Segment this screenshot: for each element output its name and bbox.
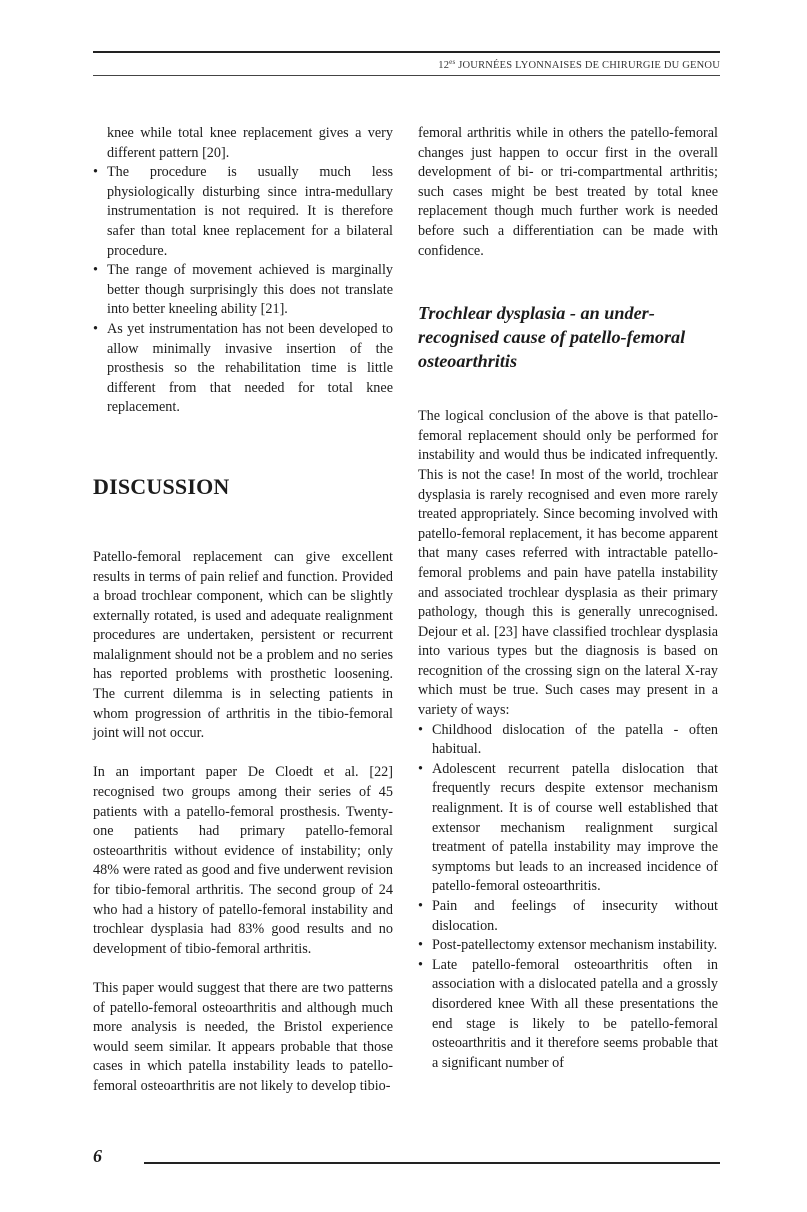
right-paragraph: The logical conclusion of the above is that patello-femoral replacement should only be performed for instability and would thus be indicated infrequently. This is not the case! In most of the world, trochlear dysplasia is rarely recognised and even more rarely treated appropriately. Since becoming involved with patello-femoral replacement, it has become apparent that many cases referred with intractable patello-femoral problems and pain have patella instability and associated trochlear dysplasia as their primary pathology, though this is generally unrecognised. Dejour et al. [23] have classified trochlear dysplasia into various types but the diagnosis is based on recognition of the crossing sign on the lateral X-ray which must be true. Such cases may present in a variety of ways: — [418, 408, 718, 719]
right-continued-text: femoral arthritis while in others the patello-femoral changes just happen to occur first in the overall development of bi- or tri-compartmental arthritis; such cases might be best treated by total knee replacement though much further work is needed before such a differentiation can be made with confidence. — [418, 125, 718, 259]
right-column — [418, 124, 718, 1073]
page-number: 6 — [93, 1146, 102, 1166]
right-bullet-list — [418, 721, 718, 1074]
left-bullet-item: • As yet instrumentation has not been developed to allow minimally invasive insertion of the prosthesis so the rehabilitation time is little different from that needed for total knee replacement. — [93, 320, 393, 418]
header-ordinal-suffix: es — [449, 58, 456, 66]
left-paragraph: Patello-femoral replacement can give excellent results in terms of pain relief and function. Provided a broad trochlear component, which can be slightly externally rotated, is used and adequate realignment procedures are undertaken, persistent or recurrent malalignment should not be a problem and no series has reported problems with prosthetic loosening. The current dilemma is in selecting patients in whom progression of arthritis in the tibio-femoral joint will not occur. — [93, 548, 393, 742]
running-header — [438, 58, 720, 71]
left-bullet-item: • The procedure is usually much less physiologically disturbing since intra-medullary instrumentation is not required. It is therefore safer than total knee replacement for a bilateral procedure. — [93, 163, 393, 261]
top-rule — [93, 51, 720, 53]
section-heading-discussion: DISCUSSION — [93, 473, 230, 499]
footer-rule — [144, 1162, 720, 1164]
header-journal-title: JOURNÉES LYONNAISES DE CHIRURGIE DU GENOU — [458, 60, 720, 71]
left-bullet-list — [93, 163, 393, 418]
right-bullet-item: • Post-patellectomy extensor mechanism instability. — [418, 936, 718, 956]
left-paragraph: This paper would suggest that there are two patterns of patello-femoral osteoarthritis and although much more analysis is needed, the Bristol experience would seem similar. It appears probable that those cases in which patella instability leads to patello-femoral osteoarthritis are not likely to develop tibio- — [93, 979, 393, 1094]
left-column — [93, 124, 393, 1097]
right-bullet-item: • Adolescent recurrent patella dislocation that frequently recurs despite extensor mechanism realignment. It is of course well established that extensor mechanism realignment surgical treatment of patella instability may improve the symptoms but leads to an increased incidence of patello-femoral osteoarthritis. — [418, 760, 718, 897]
subsection-heading-trochlear-dysplasia: Trochlear dysplasia - an under-recognised cause of patello-femoral osteoarthritis — [418, 303, 686, 372]
header-rule — [93, 75, 720, 76]
left-continued-text: knee while total knee replacement gives a very different pattern [20]. — [107, 125, 393, 161]
header-ordinal: 12 — [438, 60, 450, 71]
left-paragraph: In an important paper De Cloedt et al. [22] recognised two groups among their series of 45 patients with a patello-femoral prosthesis. Twenty-one patients had primary patello-femoral osteoarthritis without evidence of instability; only 48% were rated as good and five underwent revision for tibio-femoral arthritis. The second group of 24 who had a history of patello-femoral instability and trochlear dysplasia had 83% good results and no development of tibio-femoral arthritis. — [93, 764, 393, 957]
right-bullet-item: • Late patello-femoral osteoarthritis often in association with a dislocated patella and a grossly disordered knee With all these presentations the end stage is likely to be patello-femoral osteoarthritis and it therefore seems probable that a significant number of — [418, 956, 718, 1074]
left-bullet-item: • The range of movement achieved is marginally better though surprisingly this does not translate into better kneeling ability [21]. — [93, 261, 393, 320]
right-bullet-item: • Pain and feelings of insecurity without dislocation. — [418, 897, 718, 936]
right-bullet-item: • Childhood dislocation of the patella - often habitual. — [418, 721, 718, 760]
